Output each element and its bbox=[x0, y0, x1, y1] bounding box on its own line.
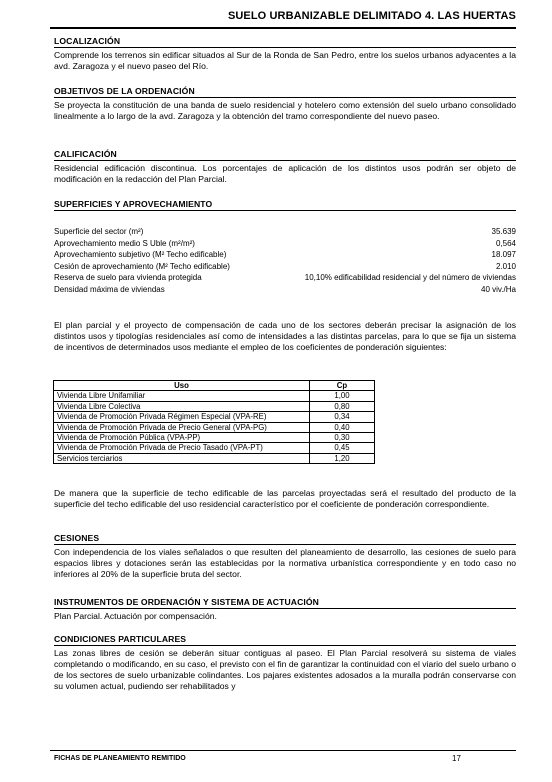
section-cesiones bbox=[54, 533, 516, 580]
stat-row bbox=[54, 226, 516, 238]
page-title: SUELO URBANIZABLE DELIMITADO 4. LAS HUERTAS bbox=[227, 10, 516, 22]
section-text: Residencial edificación discontinua. Los porcentajes de aplicación de los distintos usos podrán ser objeto de modificación en la redacción del Plan Parcial. bbox=[54, 163, 516, 184]
section-heading: CALIFICACIÓN bbox=[54, 149, 516, 161]
stat-label: Aprovechamiento medio S Uble (m²/m²) bbox=[54, 238, 195, 248]
section-text: Con independencia de los viales señalados o que resulten del planeamiento de desarrollo, las cesiones de suelo para espacios libres y dotaciones serán las establecidas por la normativa urbanística correspondiente y en todo caso no inferiores al 20% de la superficie bruta del sector. bbox=[54, 547, 516, 579]
section-text: Se proyecta la constitución de una banda de suelo residencial y hotelero como extensión del suelo urbano consolidado linealmente a lo largo de la avd. Zaragoza y la obtención del tramo correspondiente del nuevo paseo. bbox=[54, 100, 516, 121]
stat-row bbox=[54, 284, 516, 296]
section-heading: OBJETIVOS DE LA ORDENACIÓN bbox=[54, 86, 516, 98]
cell-uso: Vivienda de Promoción Privada Régimen Especial (VPA-RE) bbox=[54, 412, 310, 422]
section-heading: CONDICIONES PARTICULARES bbox=[54, 634, 516, 646]
section-instrumentos bbox=[54, 597, 516, 622]
stat-value: 0,564 bbox=[495, 238, 516, 248]
table-row bbox=[54, 391, 375, 401]
footer-divider bbox=[50, 750, 516, 751]
cell-cp: 0,34 bbox=[310, 412, 375, 422]
cell-uso: Vivienda Libre Unifamiliar bbox=[54, 391, 310, 401]
cell-cp: 0,45 bbox=[310, 443, 375, 453]
cell-cp: 0,40 bbox=[310, 422, 375, 432]
section-heading: LOCALIZACIÓN bbox=[54, 36, 516, 48]
ponderacion-table bbox=[53, 380, 375, 464]
superficies-outro: De manera que la superficie de techo edificable de las parcelas proyectadas será el resultado del producto de la superficie del techo edificable del uso residencial característico por el coeficiente de ponderación correspondiente. bbox=[54, 488, 516, 509]
cell-uso: Vivienda de Promoción Privada de Precio General (VPA-PG) bbox=[54, 422, 310, 432]
section-text: Comprende los terrenos sin edificar situados al Sur de la Ronda de San Pedro, entre los suelos urbanos adyacentes a la avd. Zaragoza y el nuevo paseo del Río. bbox=[54, 50, 516, 71]
section-superficies bbox=[54, 199, 516, 213]
section-condiciones bbox=[54, 634, 516, 692]
section-heading: INSTRUMENTOS DE ORDENACIÓN Y SISTEMA DE ACTUACIÓN bbox=[54, 597, 516, 609]
superficies-intro: El plan parcial y el proyecto de compensación de cada uno de los sectores deberán precisar la asignación de los distintos usos y tipologías residenciales así como de intensidades a las distintas parcelas, para lo que se fija un sistema de incentivos de determinados usos mediante el empleo de los coeficientes de ponderación siguientes: bbox=[54, 320, 516, 352]
stat-row bbox=[54, 272, 516, 284]
table-row bbox=[54, 453, 375, 463]
stat-value: 40 viv./Ha bbox=[481, 284, 516, 294]
section-heading: CESIONES bbox=[54, 533, 516, 545]
stat-label: Reserva de suelo para vivienda protegida bbox=[54, 273, 202, 282]
stat-label: Superficie del sector (m²) bbox=[54, 227, 144, 236]
section-text: Plan Parcial. Actuación por compensación. bbox=[54, 611, 217, 621]
section-localizacion bbox=[54, 36, 516, 72]
stat-value: 18.097 bbox=[491, 250, 516, 259]
superficies-list bbox=[54, 226, 516, 295]
title-divider bbox=[50, 27, 516, 29]
cell-cp: 0,30 bbox=[310, 433, 375, 443]
cell-uso: Vivienda de Promoción Privada de Precio Tasado (VPA-PT) bbox=[54, 443, 310, 453]
table-row bbox=[54, 443, 375, 453]
stat-label: Aprovechamiento subjetivo (M² Techo edificable) bbox=[54, 250, 227, 259]
stat-row bbox=[54, 261, 516, 273]
stat-value: 2.010 bbox=[495, 261, 516, 271]
section-text: Las zonas libres de cesión se deberán situar contiguas al paseo. El Plan Parcial resolverá su sistema de viales completando o modificando, en su caso, el previsto con el fin de garantizar la continuidad con el viario del suelo urbano o de los sectores de suelo urbanizable colindantes. Los pajares existentes adosados a la muralla podrán conservarse con su volumen actual, pudiendo ser rehabilitados y bbox=[54, 648, 516, 691]
section-calificacion bbox=[54, 149, 516, 185]
cell-uso: Servicios terciarios bbox=[54, 453, 310, 463]
footer-label: FICHAS DE PLANEAMIENTO REMITIDO bbox=[54, 755, 186, 762]
section-objetivos bbox=[54, 86, 516, 122]
table-header-row bbox=[54, 381, 375, 391]
table-row bbox=[54, 422, 375, 432]
cell-cp: 1,20 bbox=[310, 453, 375, 463]
stat-row bbox=[54, 238, 516, 250]
stat-row bbox=[54, 249, 516, 261]
stat-label: Densidad máxima de viviendas bbox=[54, 284, 165, 294]
stat-value: 10,10% edificabilidad residencial y del número de viviendas bbox=[304, 273, 516, 282]
section-heading: SUPERFICIES Y APROVECHAMIENTO bbox=[54, 199, 516, 211]
table-row bbox=[54, 412, 375, 422]
stat-label: Cesión de aprovechamiento (M² Techo edificable) bbox=[54, 261, 230, 271]
table-row bbox=[54, 401, 375, 411]
table-row bbox=[54, 433, 375, 443]
cell-cp: 1,00 bbox=[310, 391, 375, 401]
column-header-cp: Cp bbox=[310, 381, 375, 391]
cell-cp: 0,80 bbox=[310, 401, 375, 411]
column-header-uso: Uso bbox=[54, 381, 310, 391]
cell-uso: Vivienda Libre Colectiva bbox=[54, 401, 310, 411]
cell-uso: Vivienda de Promoción Pública (VPA-PP) bbox=[54, 433, 310, 443]
page-number: 17 bbox=[452, 754, 461, 763]
stat-value: 35.639 bbox=[491, 227, 516, 236]
